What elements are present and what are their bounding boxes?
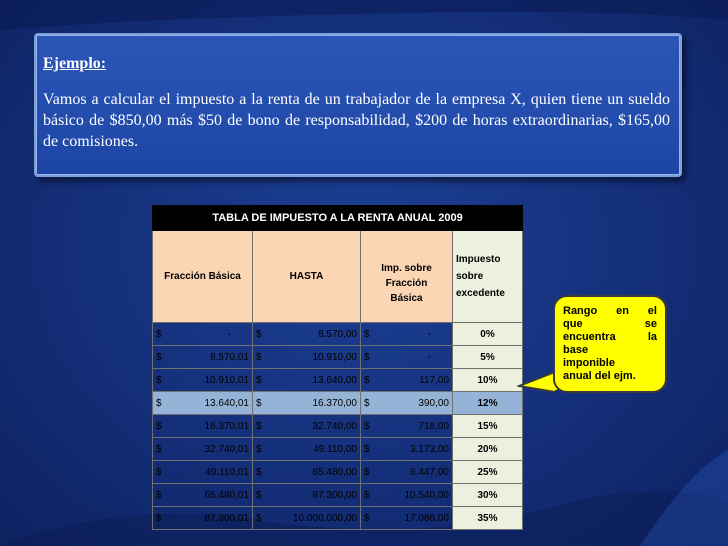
currency-symbol: $ (256, 374, 262, 386)
currency-symbol: $ (156, 351, 162, 363)
amount-value: 117,00 (419, 374, 449, 386)
amount-value: 49.110,00 (313, 443, 357, 455)
currency-symbol: $ (256, 466, 262, 478)
cell-excedente: 5% (453, 346, 523, 369)
amount-value: 49.110,01 (205, 466, 249, 478)
currency-symbol: $ (364, 512, 370, 524)
amount-value: 8.570,01 (210, 351, 249, 363)
cell-imp-fraccion (361, 323, 453, 346)
table-row (153, 392, 523, 415)
callout-line-6: anual del ejm. (563, 370, 636, 382)
amount-value: - (427, 328, 431, 340)
cell-excedente: 12% (453, 392, 523, 415)
amount-value: 16.370,00 (312, 397, 357, 409)
example-textbox (34, 33, 682, 177)
cell-fraccion-basica (153, 415, 253, 438)
table-row (153, 415, 523, 438)
tax-table (152, 205, 523, 530)
callout-word: la (647, 331, 657, 343)
amount-value: 87.300,00 (312, 489, 357, 501)
table-row (153, 323, 523, 346)
amount-value: 10.910,00 (312, 351, 357, 363)
header-imp-sobre-fraccion (361, 231, 453, 323)
table-row (153, 507, 523, 530)
cell-fraccion-basica (153, 507, 253, 530)
amount-value: 10.000.000,00 (293, 512, 357, 524)
amount-value: 13.640,01 (204, 397, 249, 409)
cell-hasta (253, 415, 361, 438)
cell-hasta (253, 346, 361, 369)
amount-value: 32.740,00 (312, 420, 357, 432)
cell-fraccion-basica (153, 346, 253, 369)
cell-imp-fraccion (361, 484, 453, 507)
cell-excedente: 15% (453, 415, 523, 438)
cell-imp-fraccion (361, 507, 453, 530)
amount-value: 3.173,00 (410, 443, 449, 455)
amount-value: 17.086,00 (404, 512, 449, 524)
currency-symbol: $ (364, 397, 370, 409)
cell-excedente: 25% (453, 461, 523, 484)
currency-symbol: $ (364, 443, 370, 455)
header-imp-line2: Fracción (385, 278, 428, 289)
cell-imp-fraccion (361, 369, 453, 392)
amount-value: 32.740,01 (204, 443, 249, 455)
currency-symbol: $ (156, 489, 162, 501)
currency-symbol: $ (364, 328, 370, 340)
currency-symbol: $ (156, 466, 162, 478)
amount-value: 10.910,01 (204, 374, 249, 386)
currency-symbol: $ (256, 420, 262, 432)
currency-symbol: $ (156, 397, 162, 409)
cell-excedente: 30% (453, 484, 523, 507)
header-imp-line3: Básica (390, 293, 423, 304)
example-description: Vamos a calcular el impuesto a la renta de un trabajador de la empresa X, quien tiene un sueldo básico de $850,00 más $50 de bono de responsabilidad, $200 de horas extraordinarias, $165,00 de comisiones. (43, 91, 670, 150)
amount-value: 16.370,01 (204, 420, 249, 432)
header-fraccion-basica: Fracción Básica (153, 231, 253, 323)
amount-value: 13.640,00 (312, 374, 357, 386)
cell-hasta (253, 438, 361, 461)
currency-symbol: $ (256, 351, 262, 363)
cell-hasta (253, 507, 361, 530)
currency-symbol: $ (256, 443, 262, 455)
callout-word: el (647, 305, 657, 317)
cell-imp-fraccion (361, 415, 453, 438)
amount-value: 65.480,00 (312, 466, 357, 478)
table-row (153, 461, 523, 484)
amount-value: 390,00 (418, 397, 449, 409)
header-hasta: HASTA (253, 231, 361, 323)
cell-hasta (253, 369, 361, 392)
header-exc-line3: excedente (456, 288, 505, 299)
header-imp-line1: Imp. sobre (381, 263, 432, 274)
cell-hasta (253, 392, 361, 415)
callout-line-5: imponible (563, 357, 615, 369)
cell-excedente: 10% (453, 369, 523, 392)
cell-fraccion-basica (153, 438, 253, 461)
example-heading: Ejemplo: (43, 55, 107, 72)
currency-symbol: $ (364, 374, 370, 386)
currency-symbol: $ (364, 466, 370, 478)
callout-line-4: base (563, 344, 589, 356)
header-impuesto-excedente (453, 231, 523, 323)
table-row (153, 484, 523, 507)
amount-value: - (427, 351, 431, 363)
cell-excedente: 20% (453, 438, 523, 461)
callout-word: que (563, 318, 583, 330)
currency-symbol: $ (156, 443, 162, 455)
amount-value: - (227, 328, 231, 340)
amount-value: 6.447,00 (410, 466, 449, 478)
currency-symbol: $ (256, 512, 262, 524)
callout-word: en (616, 305, 629, 317)
range-callout (553, 295, 667, 393)
callout-word: se (644, 318, 657, 330)
currency-symbol: $ (156, 374, 162, 386)
amount-value: 65.480,01 (204, 489, 249, 501)
currency-symbol: $ (364, 420, 370, 432)
callout-line-2 (563, 318, 657, 331)
cell-hasta (253, 484, 361, 507)
table-row (153, 346, 523, 369)
currency-symbol: $ (156, 328, 162, 340)
currency-symbol: $ (256, 397, 262, 409)
cell-hasta (253, 461, 361, 484)
cell-imp-fraccion (361, 461, 453, 484)
table-title: TABLA DE IMPUESTO A LA RENTA ANUAL 2009 (153, 206, 523, 231)
amount-value: 718,00 (418, 420, 449, 432)
currency-symbol: $ (256, 489, 262, 501)
cell-fraccion-basica (153, 461, 253, 484)
cell-imp-fraccion (361, 392, 453, 415)
currency-symbol: $ (364, 351, 370, 363)
cell-imp-fraccion (361, 346, 453, 369)
cell-fraccion-basica (153, 369, 253, 392)
cell-hasta (253, 323, 361, 346)
currency-symbol: $ (364, 489, 370, 501)
callout-line-1 (563, 305, 657, 318)
callout-line-3 (563, 331, 657, 344)
cell-excedente: 35% (453, 507, 523, 530)
table-row (153, 369, 523, 392)
amount-value: 8.570,00 (318, 328, 357, 340)
tax-rows (153, 323, 523, 530)
amount-value: 87.300,01 (204, 512, 249, 524)
currency-symbol: $ (156, 420, 162, 432)
cell-fraccion-basica (153, 484, 253, 507)
currency-symbol: $ (256, 328, 262, 340)
callout-word: Rango (563, 305, 598, 317)
cell-fraccion-basica (153, 392, 253, 415)
table-row (153, 438, 523, 461)
callout-word: encuentra (563, 331, 616, 343)
header-exc-line2: sobre (456, 271, 484, 282)
cell-excedente: 0% (453, 323, 523, 346)
callout-pointer (517, 370, 557, 400)
amount-value: 10.540,00 (404, 489, 449, 501)
currency-symbol: $ (156, 512, 162, 524)
header-exc-line1: Impuesto (456, 254, 501, 265)
cell-fraccion-basica (153, 323, 253, 346)
cell-imp-fraccion (361, 438, 453, 461)
